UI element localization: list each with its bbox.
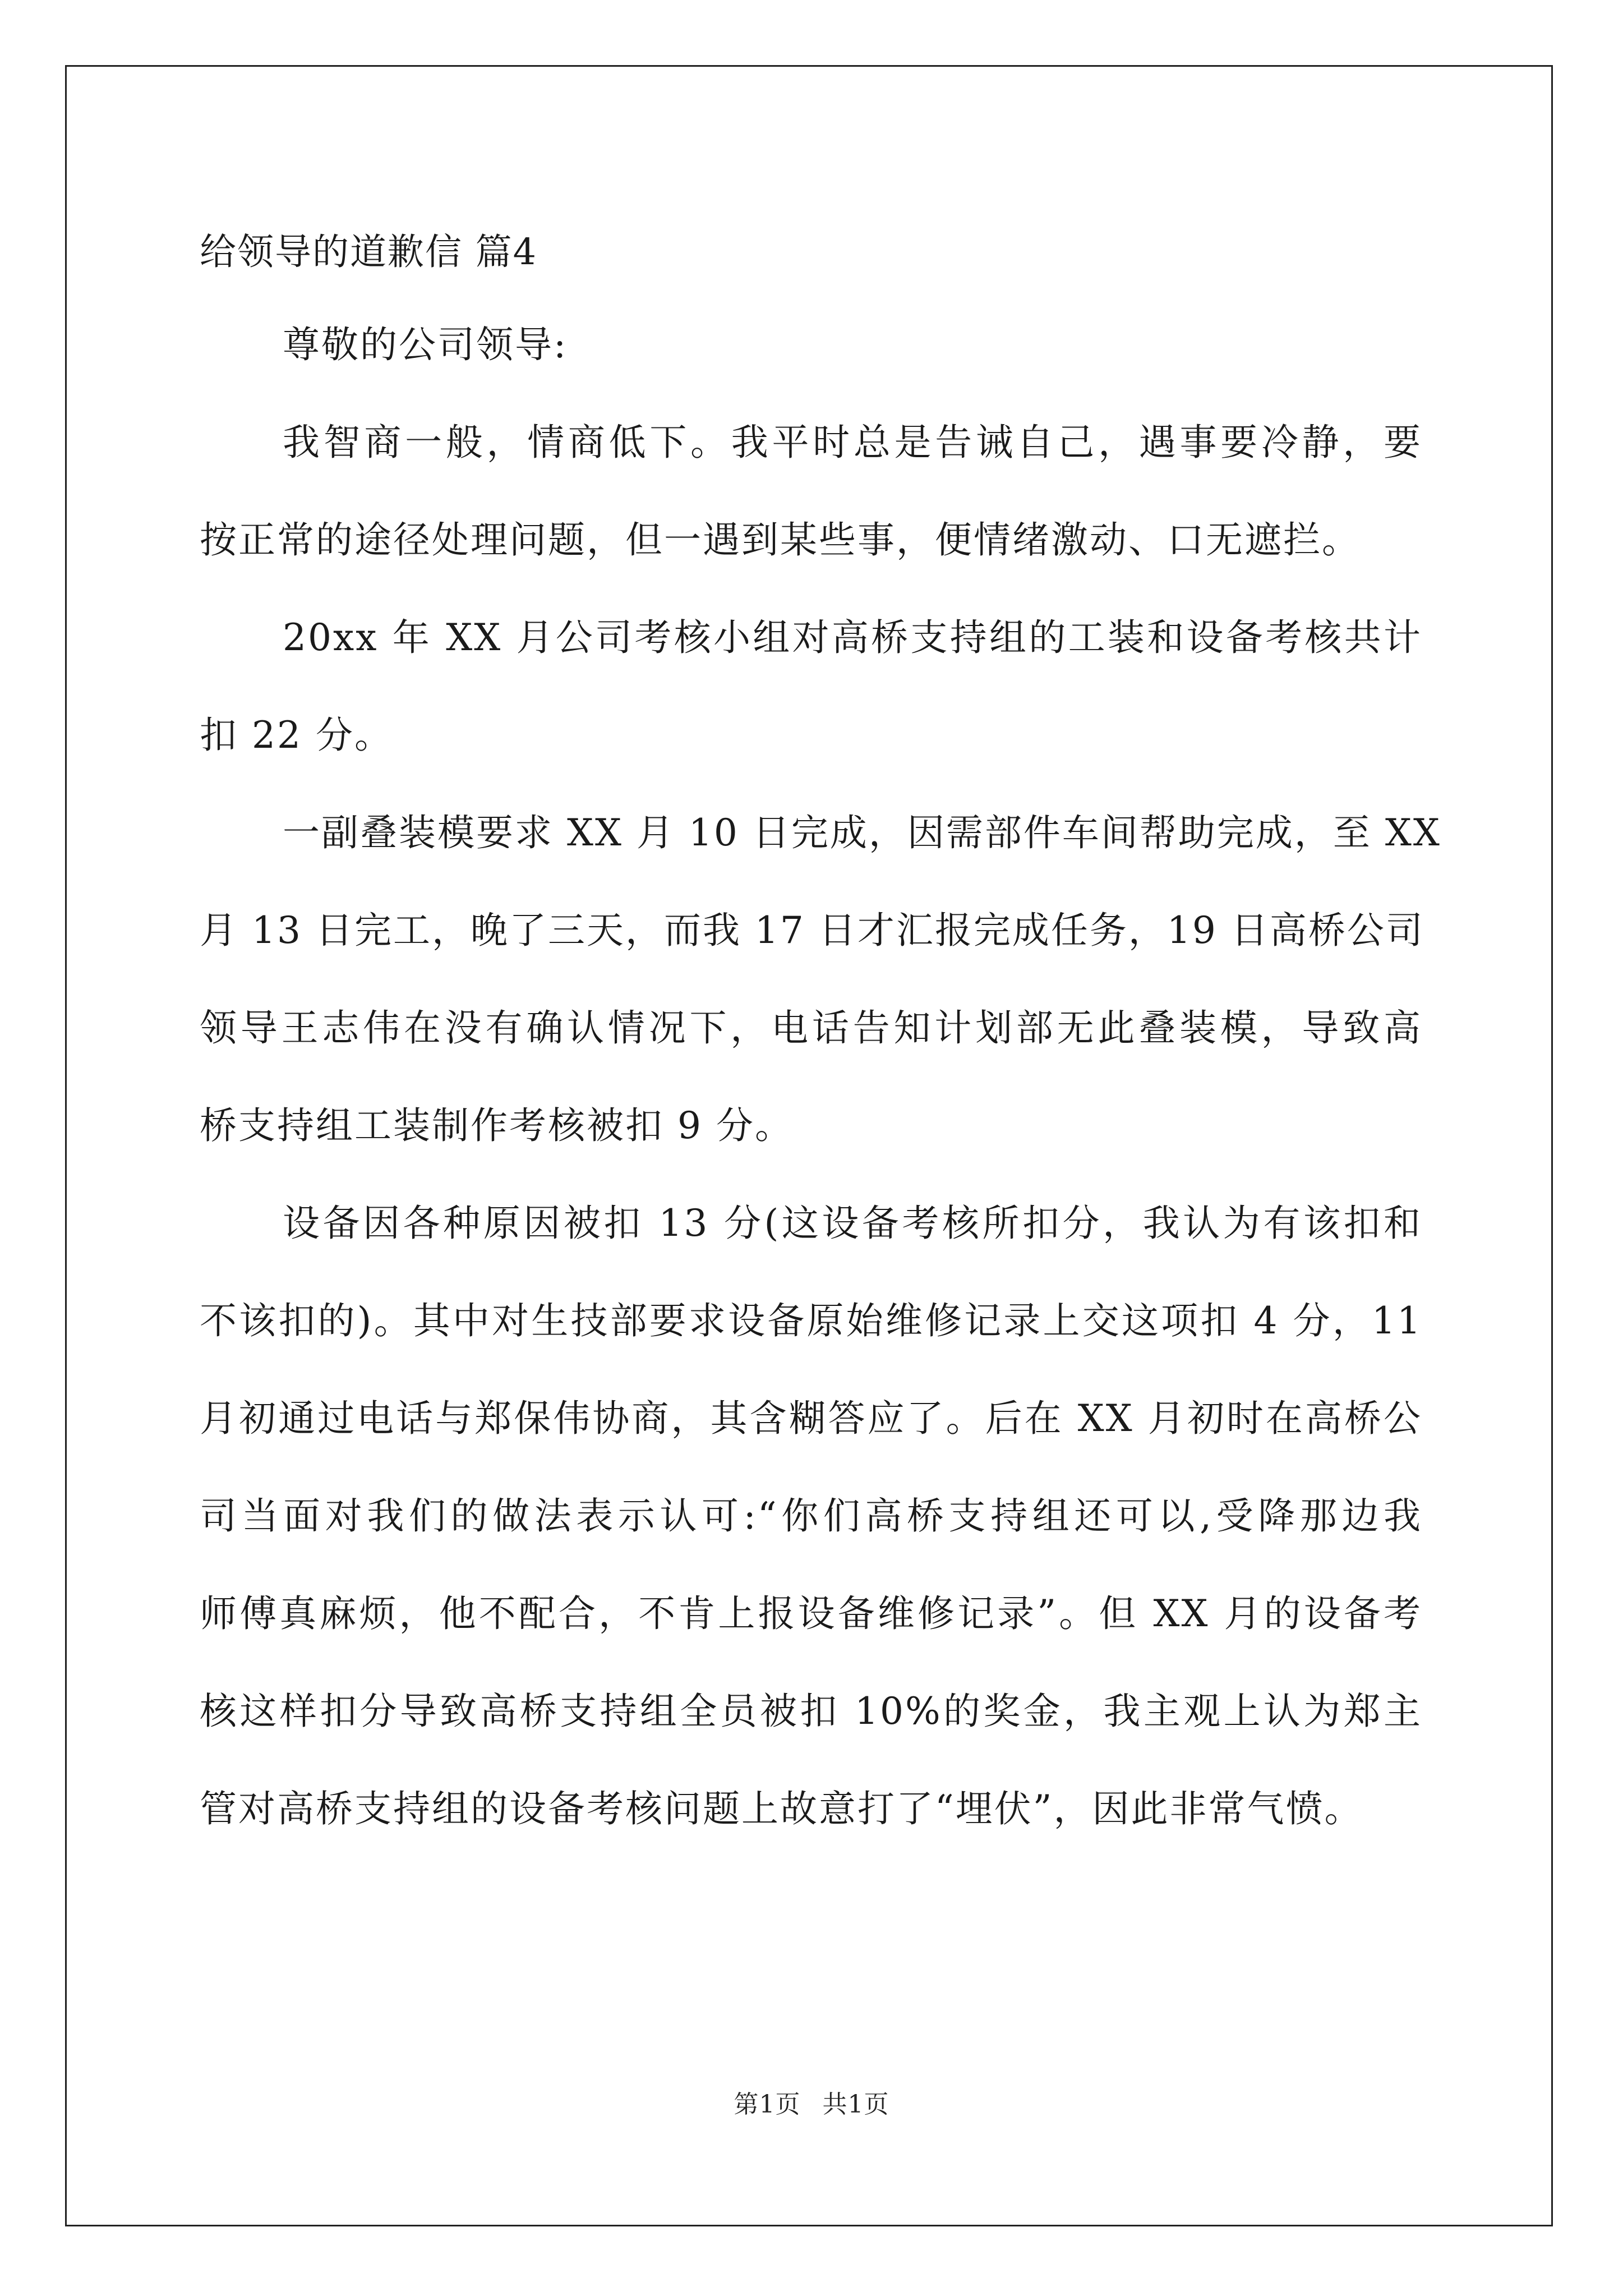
text-line: 扣 22 分。 <box>200 714 393 757</box>
paragraph-salutation <box>200 296 1422 394</box>
page-number-total: 共1页 <box>822 2090 889 2119</box>
text-line: 尊敬的公司领导: <box>283 323 568 366</box>
text-line: 设备因各种原因被扣 13 分(这设备考核所扣分，我认为有该扣和 <box>283 1202 1422 1245</box>
text-line: 司当面对我们的做法表示认可:“你们高桥支持组还可以,受降那边我 <box>200 1494 1422 1538</box>
document-title: 给领导的道歉信 篇4 <box>200 231 538 273</box>
text-line: 我智商一般，情商低下。我平时总是告诫自己，遇事要冷静，要 <box>283 421 1422 464</box>
text-line: 领导王志伟在没有确认情况下，电话告知计划部无此叠装模，导致高 <box>200 1006 1422 1050</box>
text-line: 一副叠装模要求 XX 月 10 日完成，因需部件车间帮助完成，至 XX <box>283 811 1441 854</box>
paragraph <box>200 784 1441 1175</box>
text-line: 管对高桥支持组的设备考核问题上故意打了“埋伏”，因此非常气愤。 <box>200 1787 1363 1830</box>
document-body <box>200 296 1441 1858</box>
page-number-current: 第1页 <box>734 2090 801 2119</box>
text-line: 20xx 年 XX 月公司考核小组对高桥支持组的工装和设备考核共计 <box>283 616 1422 659</box>
text-line: 师傅真麻烦，他不配合，不肯上报设备维修记录”。但 XX 月的设备考 <box>200 1592 1422 1635</box>
text-line: 月初通过电话与郑保伟协商，其含糊答应了。后在 XX 月初时在高桥公 <box>200 1397 1422 1440</box>
paragraph <box>200 589 1422 784</box>
paragraph <box>200 394 1422 589</box>
text-line: 不该扣的)。其中对生技部要求设备原始维修记录上交这项扣 4 分，11 <box>200 1299 1422 1342</box>
page-footer <box>0 2088 1623 2122</box>
text-line: 桥支持组工装制作考核被扣 9 分。 <box>200 1104 794 1147</box>
paragraph <box>200 1175 1422 1858</box>
text-line: 核这样扣分导致高桥支持组全员被扣 10%的奖金，我主观上认为郑主 <box>200 1690 1422 1733</box>
text-line: 按正常的途径处理问题，但一遇到某些事，便情绪激动、口无遮拦。 <box>200 518 1361 562</box>
text-line: 月 13 日完工，晚了三天，而我 17 日才汇报完成任务，19 日高桥公司 <box>200 909 1424 952</box>
